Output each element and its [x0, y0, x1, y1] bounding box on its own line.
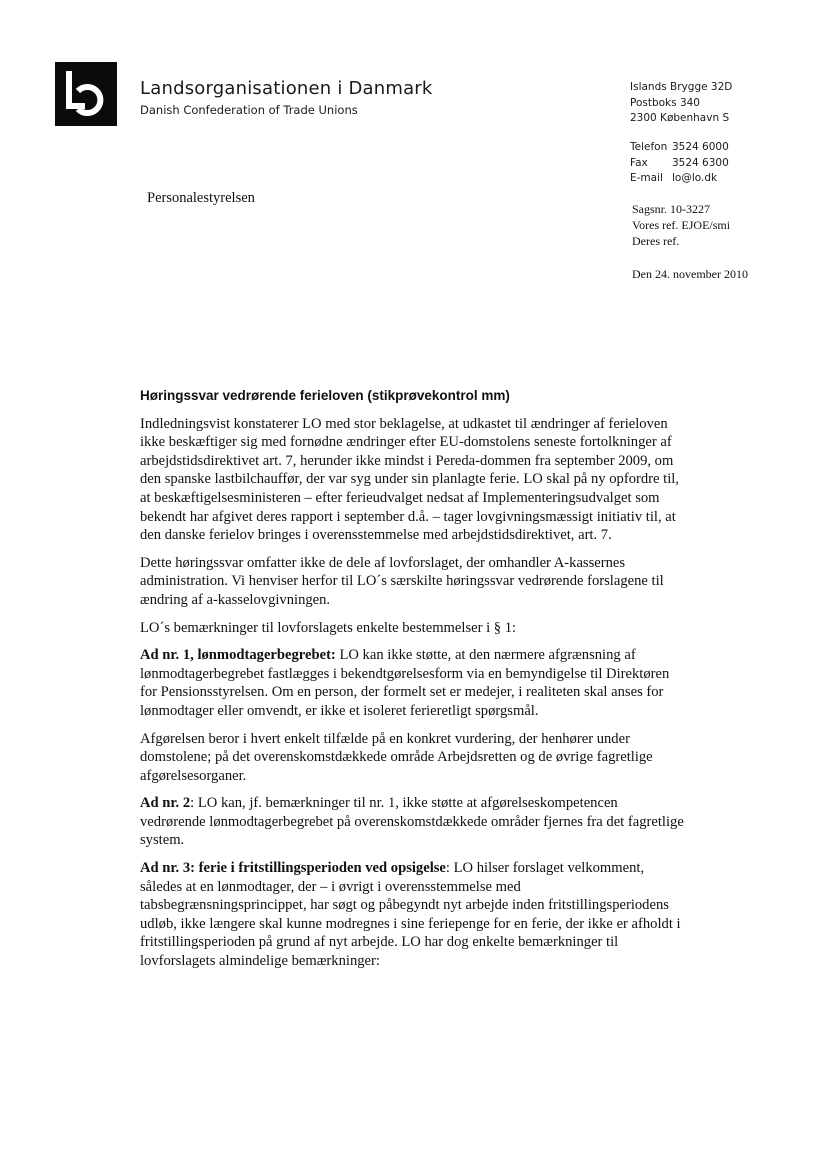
contact-value: 3524 6300	[672, 156, 729, 169]
paragraph-text: LO´s bemærkninger til lovforslagets enkelte bestemmelser i § 1:	[140, 619, 517, 636]
letter-body	[140, 387, 685, 980]
contact-phone	[630, 140, 729, 156]
paragraph	[140, 730, 685, 786]
address-line: Islands Brygge 32D	[630, 81, 733, 93]
paragraph	[140, 554, 685, 610]
reference-line: Vores ref. EJOE/smi	[632, 218, 731, 232]
paragraph	[140, 859, 685, 971]
address-block	[630, 80, 732, 127]
reference-line: Sagsnr. 10-3227	[632, 202, 710, 216]
paragraph	[140, 794, 685, 850]
paragraph-text: LO kan ikke støtte, at den nærmere afgrænsning af lønmodtagerbegrebet fastlægges i bekendtgørelsesform via en bemyndigelse til Direktøren for Pensionsstyrelsen. Om en person, der formelt set er medejer, i realiteten skal anses for lønmodtager eller omvendt, er ikke et isoleret ferieretligt spørgsmål.	[140, 647, 670, 719]
paragraph-text: : LO kan, jf. bemærkninger til nr. 1, ikke støtte at afgørelseskompetencen vedrørende lønmodtagerbegrebet på overenskomstdækkede områder fjernes fra det fagretlige system.	[140, 795, 684, 849]
address-line: Postboks 340	[630, 96, 700, 109]
paragraph-text: Afgørelsen beror i hvert enkelt tilfælde på en konkret vurdering, der henhører under domstolene; på det overenskomstdækkede område Arbejdsretten og de øvrige fagretlige afgørelsesorganer.	[140, 730, 653, 784]
contact-block	[630, 140, 729, 187]
organization-name: Landsorganisationen i Danmark	[140, 78, 433, 99]
lo-logo-icon	[55, 62, 117, 126]
lo-logo	[55, 62, 117, 126]
letter-subject: Høringssvar vedrørende ferieloven (stikprøvekontrol mm)	[140, 388, 510, 403]
contact-email	[630, 171, 729, 187]
organization-subtitle: Danish Confederation of Trade Unions	[140, 103, 358, 117]
paragraph	[140, 415, 685, 545]
address-line: 2300 København S	[630, 112, 730, 124]
letter-date: Den 24. november 2010	[632, 267, 748, 281]
contact-value: 3524 6000	[672, 141, 729, 153]
organization-block	[140, 78, 433, 117]
contact-value: lo@lo.dk	[672, 172, 718, 184]
contact-label: Telefon	[630, 141, 668, 153]
paragraph-lead: Ad nr. 1, lønmodtagerbegrebet:	[140, 647, 336, 664]
contact-label: Fax	[630, 156, 648, 169]
paragraph-lead: Ad nr. 3: ferie i fritstillingsperioden ved opsigelse	[140, 860, 446, 877]
paragraph-lead: Ad nr. 2	[140, 795, 191, 812]
paragraph-text: Indledningsvist konstaterer LO med stor beklagelse, at udkastet til ændringer af ferieloven ikke beskæftiger sig med fornødne ændringer efter EU-domstolens seneste fortolkninger af arbejdstidsdirektivet art. 7, herunder ikke mindst i Pereda-dommen fra september 2009, om den spanske lastbilchauffør, der var syg under sin planlagte ferie. LO skal på ny opfordre til, at beskæftigelsesministeren – efter ferieudvalget nedsat af Implementeringsudvalget som bekendt har afgivet deres rapport i september d.å. – tager lovgivningsmæssigt initiativ til, at den danske ferielov bringes i overensstemmelse med arbejdstidsdirektivet, art. 7.	[140, 415, 679, 544]
reference-line: Deres ref.	[632, 234, 680, 248]
contact-label: E-mail	[630, 172, 663, 184]
reference-block	[632, 201, 730, 249]
paragraph-text: : LO hilser forslaget velkomment, således at en lønmodtager, der – i øvrigt i overensstemmelse med tabsbegrænsningsprincippet, har søgt og påbegyndt nyt arbejde inden fritstillingsperiodens udløb, ikke længere skal kunne modregnes i sine feriepenge for en ferie, der ikke er afholdt i fritstillingsperioden på grund af nyt arbejde. LO har dog enkelte bemærkninger til lovforslagets almindelige bemærkninger:	[140, 860, 681, 970]
paragraph-text: Dette høringssvar omfatter ikke de dele af lovforslaget, der omhandler A-kassernes administration. Vi henviser herfor til LO´s særskilte høringssvar vedrørende forslagene til ændring af a-kasselovgivningen.	[140, 554, 664, 608]
contact-fax	[630, 156, 729, 172]
recipient: Personalestyrelsen	[147, 190, 255, 206]
paragraph	[140, 619, 685, 638]
paragraph	[140, 646, 685, 720]
